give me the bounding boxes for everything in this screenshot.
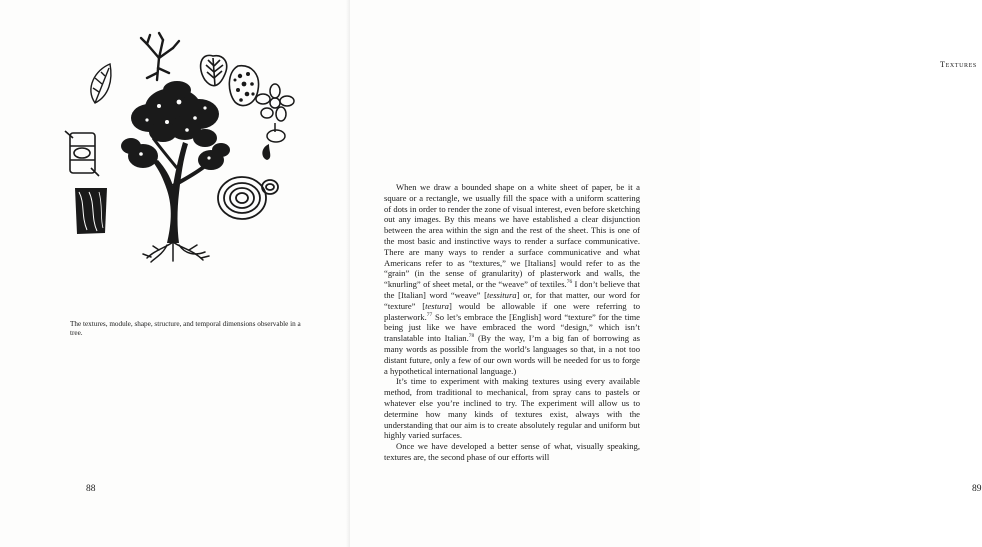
page-number-right: 89 <box>972 484 982 494</box>
footnote-marker: 76 <box>566 279 573 286</box>
leaf-icon <box>91 64 111 103</box>
footnote-marker: 77 <box>426 311 433 318</box>
round-leaf-icon <box>201 55 227 86</box>
text-segment: (By the way, I’m a big fan of borrowing as many words as possible from the world’s languages so that, in a not too distant future, only a few of our own words will be needed for us to forge a hypothetical international language.) <box>384 333 641 376</box>
italic-term: testura <box>425 300 449 311</box>
tree-illustration <box>55 28 305 263</box>
leaf-cell-icon <box>65 131 99 176</box>
text-segment: I don’t believe that the [Italian] word “weave” [ <box>384 279 640 300</box>
body-paragraph <box>384 441 640 463</box>
figure-caption: The textures, module, shape, structure, and temporal dimensions observable in a tree. <box>70 320 301 337</box>
bark-texture-icon <box>229 66 258 106</box>
wood-grain-icon <box>75 188 107 234</box>
tree-rings-icon <box>218 177 278 219</box>
page-number-left: 88 <box>86 484 96 494</box>
flower-icon <box>256 84 294 142</box>
footnote-marker: 78 <box>468 333 475 340</box>
text-segment: So let’s embrace the [English] word “texture” for the time being just like we have embraced the word “design,” which isn’t translatable into Italian. <box>384 311 640 344</box>
left-page <box>0 0 350 547</box>
text-segment: When we draw a bounded shape on a white sheet of paper, be it a square or a rectangle, we usually fill the space with a uniform scattering of dots in order to render the zone of visual interest, even before sketching out any images. By this means we have established a clear disjunction between the area within the sign and the rest of the sheet. This is one of the most basic and instinctive ways to render a surface communicative. There are many ways to render a surface communicative and what Americans refer to as “textures,” we [Italians] would refer to as the “grain” (in the sense of granularity) of plasterwork and walls, the “knurling” of sheet metal, or the “weave” of textiles. <box>384 182 640 290</box>
text-segment: ] would be allowable if one were referring to plasterwork. <box>384 300 640 322</box>
text-segment: ] or, for that matter, our word for “texture” [ <box>384 289 640 311</box>
seed-drop-icon <box>262 144 270 160</box>
body-paragraph <box>384 182 640 376</box>
roots-icon <box>143 242 209 262</box>
running-head: Textures <box>940 60 977 69</box>
bare-branch-icon <box>141 33 179 80</box>
italic-term: tessitura <box>487 289 517 300</box>
body-text <box>384 182 640 463</box>
text-segment: Once we have developed a better sense of what, visually speaking, textures are, the second phase of our efforts will <box>384 441 640 462</box>
tree-icon <box>121 81 230 243</box>
text-segment: It’s time to experiment with making textures using every available method, from traditional to mechanical, from spray cans to pastels or whatever else you’re inclined to try. The experiment will allow us to determine how many kinds of textures exist, always with the understanding that our aim is to create absolutely regular and uniform but highly varied surfaces. <box>384 376 640 441</box>
body-paragraph <box>384 376 640 441</box>
